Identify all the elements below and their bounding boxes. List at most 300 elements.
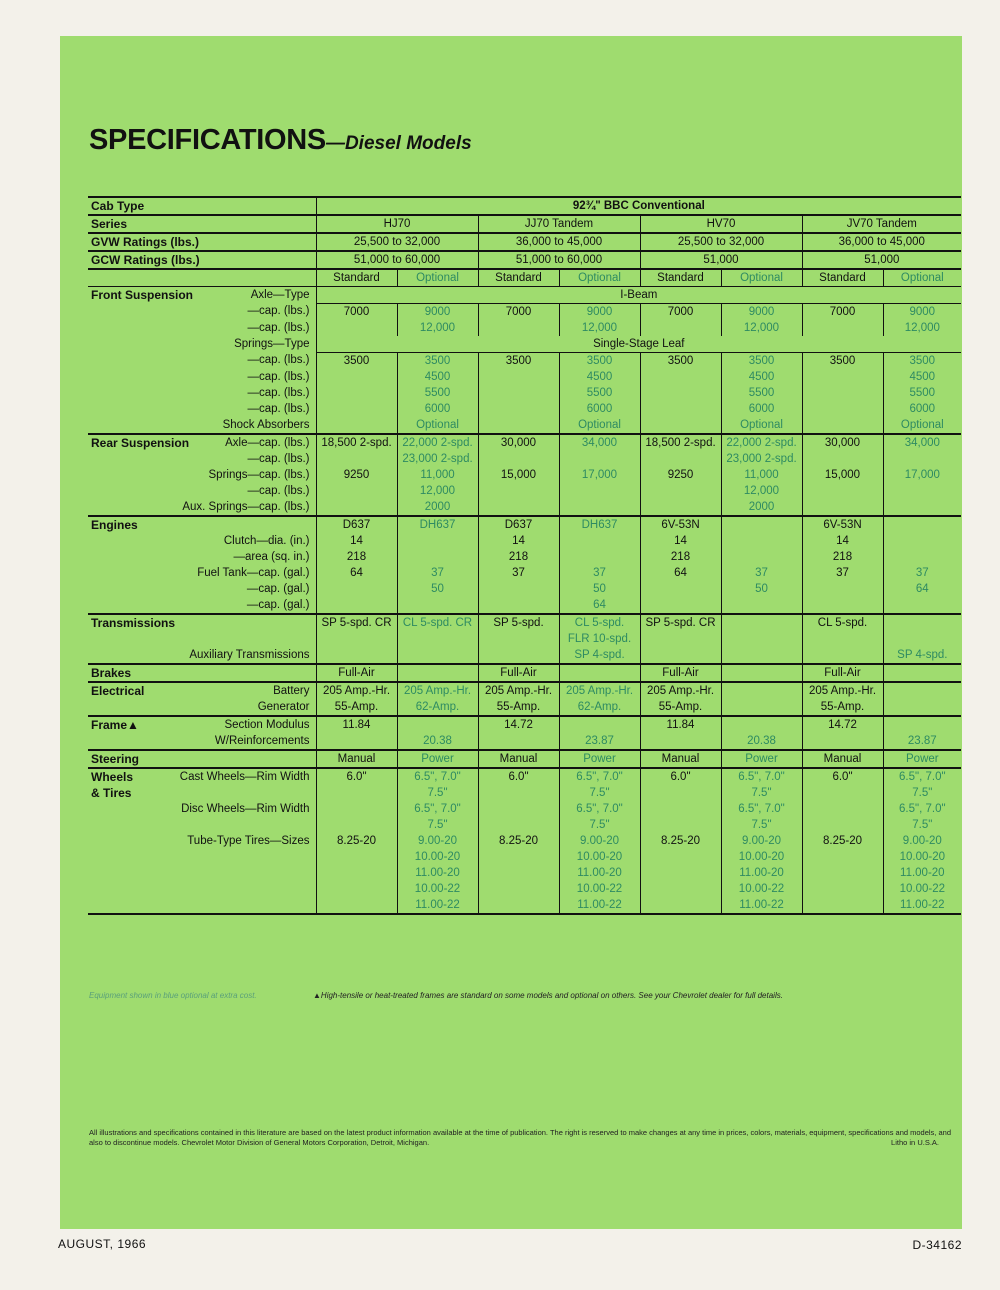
optional-value: 10.00-20 <box>559 849 640 865</box>
optional-value: 7.5" <box>559 817 640 833</box>
section-label: Brakes <box>88 664 166 682</box>
standard-value <box>802 499 883 516</box>
spec-row-disc-wheels-rim-width <box>88 801 961 817</box>
standard-value: Manual <box>802 750 883 768</box>
optional-value: 5500 <box>559 385 640 401</box>
row-label: Aux. Springs—cap. (lbs.) <box>182 500 310 513</box>
spec-row-wheels <box>88 768 961 785</box>
standard-value <box>478 597 559 614</box>
optional-value <box>559 549 640 565</box>
standard-value <box>316 369 397 385</box>
standard-value: SP 5-spd. CR <box>316 614 397 631</box>
optional-value: 5500 <box>721 385 802 401</box>
standard-value <box>478 385 559 401</box>
standard-value: 3500 <box>478 353 559 370</box>
standard-value: 7000 <box>640 304 721 321</box>
standard-value <box>316 647 397 664</box>
optional-value <box>721 664 802 682</box>
optional-value: 17,000 <box>883 467 961 483</box>
row-label: Fuel Tank—cap. (gal.) <box>197 566 310 579</box>
optional-value <box>559 451 640 467</box>
optional-value <box>397 549 478 565</box>
optional-value: Power <box>721 750 802 768</box>
optional-value: 10.00-20 <box>397 849 478 865</box>
optional-value: 9000 <box>721 304 802 321</box>
optional-value: 62-Amp. <box>559 699 640 716</box>
standard-value: Manual <box>316 750 397 768</box>
spec-row-aux-springs-cap-lbs <box>88 499 961 516</box>
section-label <box>88 304 166 321</box>
standard-value: 205 Amp.-Hr. <box>802 682 883 699</box>
row-label: Cast Wheels—Rim Width <box>166 768 316 785</box>
section-label: Wheels <box>88 768 166 785</box>
section-label: & Tires <box>91 785 132 800</box>
spec-row-transmissions <box>88 614 961 631</box>
standard-value: 14 <box>802 533 883 549</box>
standard-value <box>316 881 397 897</box>
standard-value <box>478 881 559 897</box>
optional-value: 12,000 <box>721 320 802 336</box>
optional-value <box>559 664 640 682</box>
standard-value: 6V-53N <box>640 516 721 533</box>
spec-span-value: Single-Stage Leaf <box>316 336 961 353</box>
optional-value: 11.00-20 <box>397 865 478 881</box>
optional-value: 50 <box>721 581 802 597</box>
optional-value: 11.00-22 <box>559 897 640 914</box>
optional-value <box>883 549 961 565</box>
standard-value <box>316 581 397 597</box>
spec-row-front-suspension <box>88 287 961 304</box>
standard-value <box>640 631 721 647</box>
row-label: —cap. (lbs.) <box>247 354 310 367</box>
standard-value <box>316 385 397 401</box>
optional-value: 12,000 <box>883 320 961 336</box>
row-label: —cap. (lbs.) <box>247 452 310 465</box>
optional-header: Optional <box>559 269 640 287</box>
optional-value: Optional <box>397 417 478 434</box>
row-label: Auxiliary Transmissions <box>189 648 310 661</box>
spec-row-shock-absorbers <box>88 417 961 434</box>
section-label <box>88 467 166 483</box>
spec-row-cap-lbs <box>88 320 961 336</box>
standard-value <box>802 865 883 881</box>
row-label: Axle—Type <box>166 287 316 304</box>
standard-value <box>316 801 397 817</box>
spec-row-cap-lbs <box>88 304 961 321</box>
optional-header: Optional <box>721 269 802 287</box>
standard-value: 14 <box>478 533 559 549</box>
spec-row-engines <box>88 516 961 533</box>
row-label: —cap. (gal.) <box>246 582 310 595</box>
section-label <box>88 385 166 401</box>
optional-value: Power <box>883 750 961 768</box>
optional-value: 34,000 <box>559 434 640 451</box>
optional-value: 6000 <box>721 401 802 417</box>
optional-value: 17,000 <box>559 467 640 483</box>
standard-value: 64 <box>640 565 721 581</box>
gvw-value: 36,000 to 45,000 <box>478 233 640 251</box>
optional-value: 9.00-20 <box>397 833 478 849</box>
section-label: Front Suspension <box>88 287 166 304</box>
optional-value: CL 5-spd. CR <box>397 614 478 631</box>
standard-value: 3500 <box>316 353 397 370</box>
row-label: —area (sq. in.) <box>233 550 310 563</box>
section-label <box>88 417 166 434</box>
row-label: Clutch—dia. (in.) <box>223 534 310 547</box>
standard-value: 7000 <box>478 304 559 321</box>
standard-value <box>802 801 883 817</box>
optional-value: 9.00-20 <box>721 833 802 849</box>
standard-value: SP 5-spd. <box>478 614 559 631</box>
standard-value <box>316 499 397 516</box>
optional-value <box>397 716 478 733</box>
standard-value: 15,000 <box>802 467 883 483</box>
series-jj70: JJ70 Tandem <box>478 215 640 233</box>
standard-value <box>640 849 721 865</box>
header-spacer <box>88 269 316 287</box>
standard-value: 218 <box>478 549 559 565</box>
optional-value: 10.00-22 <box>883 881 961 897</box>
row-label: —cap. (lbs.) <box>247 305 310 318</box>
optional-value <box>883 664 961 682</box>
optional-value <box>883 631 961 647</box>
spec-row-continued <box>88 897 961 914</box>
standard-value: 55-Amp. <box>478 699 559 716</box>
standard-value: 6.0" <box>640 768 721 785</box>
standard-header: Standard <box>316 269 397 287</box>
optional-value: 37 <box>883 565 961 581</box>
optional-value: 12,000 <box>559 320 640 336</box>
standard-value <box>478 897 559 914</box>
standard-value <box>316 817 397 833</box>
row-gvw <box>88 233 961 251</box>
spec-row-cap-lbs <box>88 385 961 401</box>
optional-value: 7.5" <box>721 785 802 801</box>
optional-value: 6.5", 7.0" <box>721 801 802 817</box>
standard-value: 14 <box>316 533 397 549</box>
standard-value: 55-Amp. <box>802 699 883 716</box>
optional-value: Power <box>397 750 478 768</box>
standard-value <box>802 881 883 897</box>
standard-value: 37 <box>478 565 559 581</box>
row-label: —cap. (lbs.) <box>247 370 310 383</box>
standard-value <box>316 631 397 647</box>
spec-row-cap-lbs <box>88 369 961 385</box>
spec-row-cap-lbs <box>88 451 961 467</box>
optional-value: 9.00-20 <box>883 833 961 849</box>
standard-header: Standard <box>640 269 721 287</box>
optional-value <box>397 597 478 614</box>
standard-value <box>640 320 721 336</box>
standard-value: Full-Air <box>478 664 559 682</box>
document-code: D-34162 <box>912 1238 962 1252</box>
standard-value: Manual <box>640 750 721 768</box>
litho-note: Litho in U.S.A. <box>891 1138 939 1147</box>
standard-value: 14 <box>640 533 721 549</box>
standard-value <box>478 631 559 647</box>
optional-value <box>721 682 802 699</box>
gcw-value: 51,000 to 60,000 <box>478 251 640 269</box>
standard-value <box>640 385 721 401</box>
standard-value <box>802 897 883 914</box>
spec-row-generator <box>88 699 961 716</box>
spec-row-tires <box>88 785 961 801</box>
optional-value: 10.00-22 <box>721 881 802 897</box>
frame-footnote: ▲High-tensile or heat-treated frames are standard on some models and optional on others. See your Chevrolet dealer for full details. <box>313 991 783 1000</box>
legal-disclaimer <box>89 1128 951 1148</box>
optional-value: 37 <box>397 565 478 581</box>
spec-table-body <box>88 197 961 914</box>
standard-value <box>802 417 883 434</box>
spec-table <box>88 196 961 915</box>
standard-value <box>640 647 721 664</box>
row-label <box>166 631 316 647</box>
standard-value: 218 <box>802 549 883 565</box>
optional-value: 23,000 2-spd. <box>721 451 802 467</box>
section-label <box>88 533 166 549</box>
optional-value: 3500 <box>883 353 961 370</box>
optional-value: 6.5", 7.0" <box>721 768 802 785</box>
standard-value: 8.25-20 <box>316 833 397 849</box>
optional-value: Optional <box>721 417 802 434</box>
optional-value: 3500 <box>721 353 802 370</box>
row-label: Section Modulus <box>166 716 316 733</box>
spec-row-rear-suspension <box>88 434 961 451</box>
section-label <box>88 801 166 817</box>
optional-value: CL 5-spd. <box>559 614 640 631</box>
standard-value <box>802 369 883 385</box>
spec-panel <box>60 36 962 1229</box>
optional-value: 6.5", 7.0" <box>559 768 640 785</box>
standard-value <box>640 597 721 614</box>
spec-row-cap-lbs <box>88 401 961 417</box>
section-label: Rear Suspension <box>88 434 166 451</box>
optional-value: 62-Amp. <box>397 699 478 716</box>
optional-value <box>883 451 961 467</box>
standard-value <box>802 647 883 664</box>
optional-value: 2000 <box>721 499 802 516</box>
section-label <box>88 581 166 597</box>
standard-value: 18,500 2-spd. <box>640 434 721 451</box>
section-label <box>88 817 166 833</box>
optional-value: 3500 <box>397 353 478 370</box>
row-label <box>166 817 316 833</box>
optional-value: 11.00-22 <box>397 897 478 914</box>
spec-row-brakes <box>88 664 961 682</box>
standard-value <box>802 483 883 499</box>
optional-value: SP 4-spd. <box>883 647 961 664</box>
optional-value <box>559 499 640 516</box>
optional-value <box>721 631 802 647</box>
optional-value: 10.00-20 <box>721 849 802 865</box>
optional-value <box>397 631 478 647</box>
standard-header: Standard <box>478 269 559 287</box>
standard-value <box>316 401 397 417</box>
optional-value <box>883 597 961 614</box>
optional-value: DH637 <box>397 516 478 533</box>
standard-value: 218 <box>640 549 721 565</box>
gcw-label: GCW Ratings (lbs.) <box>88 251 316 269</box>
standard-value <box>640 581 721 597</box>
gvw-value: 36,000 to 45,000 <box>802 233 961 251</box>
section-label: Electrical <box>88 682 166 699</box>
optional-value: 11.00-20 <box>559 865 640 881</box>
spec-row-continued <box>88 631 961 647</box>
optional-value: 10.00-22 <box>559 881 640 897</box>
optional-header: Optional <box>397 269 478 287</box>
standard-value <box>802 401 883 417</box>
row-label <box>166 785 316 801</box>
standard-value <box>640 499 721 516</box>
optional-value: 7.5" <box>397 785 478 801</box>
standard-value: 205 Amp.-Hr. <box>316 682 397 699</box>
optional-value: DH637 <box>559 516 640 533</box>
standard-value: 205 Amp.-Hr. <box>478 682 559 699</box>
cab-type-value: 92¾" BBC Conventional <box>316 197 961 215</box>
optional-value <box>721 549 802 565</box>
optional-equipment-note: Equipment shown in blue optional at extra cost. <box>89 991 257 1000</box>
optional-value: 23,000 2-spd. <box>397 451 478 467</box>
standard-value: 14.72 <box>478 716 559 733</box>
standard-value: 14.72 <box>802 716 883 733</box>
standard-value <box>478 785 559 801</box>
optional-value <box>883 699 961 716</box>
optional-value: 50 <box>397 581 478 597</box>
row-label: —cap. (lbs.) <box>247 386 310 399</box>
optional-value: 10.00-22 <box>397 881 478 897</box>
standard-value <box>316 597 397 614</box>
row-label: —cap. (lbs.) <box>247 402 310 415</box>
standard-value <box>316 897 397 914</box>
optional-value: 4500 <box>883 369 961 385</box>
standard-value <box>640 817 721 833</box>
optional-value: 3500 <box>559 353 640 370</box>
spec-row-electrical <box>88 682 961 699</box>
row-label <box>166 516 316 533</box>
row-label: —cap. (lbs.) <box>247 484 310 497</box>
standard-value: 64 <box>316 565 397 581</box>
optional-value: 2000 <box>397 499 478 516</box>
standard-value: 18,500 2-spd. <box>316 434 397 451</box>
gcw-value: 51,000 <box>802 251 961 269</box>
section-label <box>88 897 166 914</box>
standard-value <box>802 817 883 833</box>
standard-value <box>316 849 397 865</box>
section-label <box>88 499 166 516</box>
standard-value <box>478 865 559 881</box>
optional-value: 5500 <box>397 385 478 401</box>
standard-value <box>802 849 883 865</box>
optional-value: 6.5", 7.0" <box>883 768 961 785</box>
section-label <box>88 451 166 467</box>
row-label: —cap. (lbs.) <box>247 321 310 334</box>
optional-value: 22,000 2-spd. <box>397 434 478 451</box>
standard-value: 6V-53N <box>802 516 883 533</box>
standard-value: 11.84 <box>316 716 397 733</box>
standard-value: 55-Amp. <box>640 699 721 716</box>
section-label <box>88 401 166 417</box>
spec-row-fuel-tank-cap-gal <box>88 565 961 581</box>
standard-value <box>640 417 721 434</box>
optional-value: 34,000 <box>883 434 961 451</box>
optional-value: 7.5" <box>883 785 961 801</box>
row-series <box>88 215 961 233</box>
row-label <box>166 849 316 865</box>
optional-value: 23.87 <box>559 733 640 750</box>
spec-row-cap-gal <box>88 597 961 614</box>
optional-value: 6.5", 7.0" <box>397 801 478 817</box>
standard-value <box>478 320 559 336</box>
standard-value: 8.25-20 <box>640 833 721 849</box>
row-label <box>166 664 316 682</box>
optional-value <box>397 647 478 664</box>
row-label <box>166 897 316 914</box>
standard-value <box>478 483 559 499</box>
standard-value: 30,000 <box>802 434 883 451</box>
standard-value <box>316 417 397 434</box>
spec-row-springs-type <box>88 336 961 353</box>
optional-value: 6000 <box>883 401 961 417</box>
standard-value <box>478 417 559 434</box>
optional-value <box>883 614 961 631</box>
standard-value: D637 <box>478 516 559 533</box>
optional-value <box>559 483 640 499</box>
section-label <box>88 631 166 647</box>
standard-value <box>802 581 883 597</box>
optional-value: 205 Amp.-Hr. <box>559 682 640 699</box>
standard-value <box>478 817 559 833</box>
standard-value <box>316 733 397 750</box>
section-label <box>88 881 166 897</box>
optional-value: Optional <box>559 417 640 434</box>
standard-value <box>478 499 559 516</box>
series-hv70: HV70 <box>640 215 802 233</box>
optional-value <box>883 483 961 499</box>
section-label <box>88 483 166 499</box>
standard-value <box>802 597 883 614</box>
section-label <box>88 565 166 581</box>
standard-value <box>802 785 883 801</box>
optional-value <box>559 533 640 549</box>
spec-row-frame <box>88 716 961 733</box>
optional-value: Optional <box>883 417 961 434</box>
optional-header: Optional <box>883 269 961 287</box>
spec-row-continued <box>88 817 961 833</box>
optional-value: 5500 <box>883 385 961 401</box>
standard-value: Full-Air <box>802 664 883 682</box>
optional-value: 7.5" <box>397 817 478 833</box>
standard-value <box>316 320 397 336</box>
row-label: Disc Wheels—Rim Width <box>181 802 310 815</box>
publication-date: AUGUST, 1966 <box>58 1237 147 1251</box>
optional-value: 11,000 <box>721 467 802 483</box>
section-label <box>88 369 166 385</box>
spec-row-tube-type-tires-sizes <box>88 833 961 849</box>
row-label <box>166 881 316 897</box>
optional-value <box>721 614 802 631</box>
section-label <box>88 320 166 336</box>
section-label: Steering <box>88 750 166 768</box>
series-label: Series <box>88 215 316 233</box>
spec-row-continued <box>88 865 961 881</box>
title-main: SPECIFICATIONS <box>89 124 326 156</box>
row-label: Springs—Type <box>234 337 310 350</box>
optional-value <box>559 716 640 733</box>
optional-value <box>397 533 478 549</box>
optional-value: 64 <box>559 597 640 614</box>
optional-value: 37 <box>559 565 640 581</box>
standard-value <box>316 483 397 499</box>
